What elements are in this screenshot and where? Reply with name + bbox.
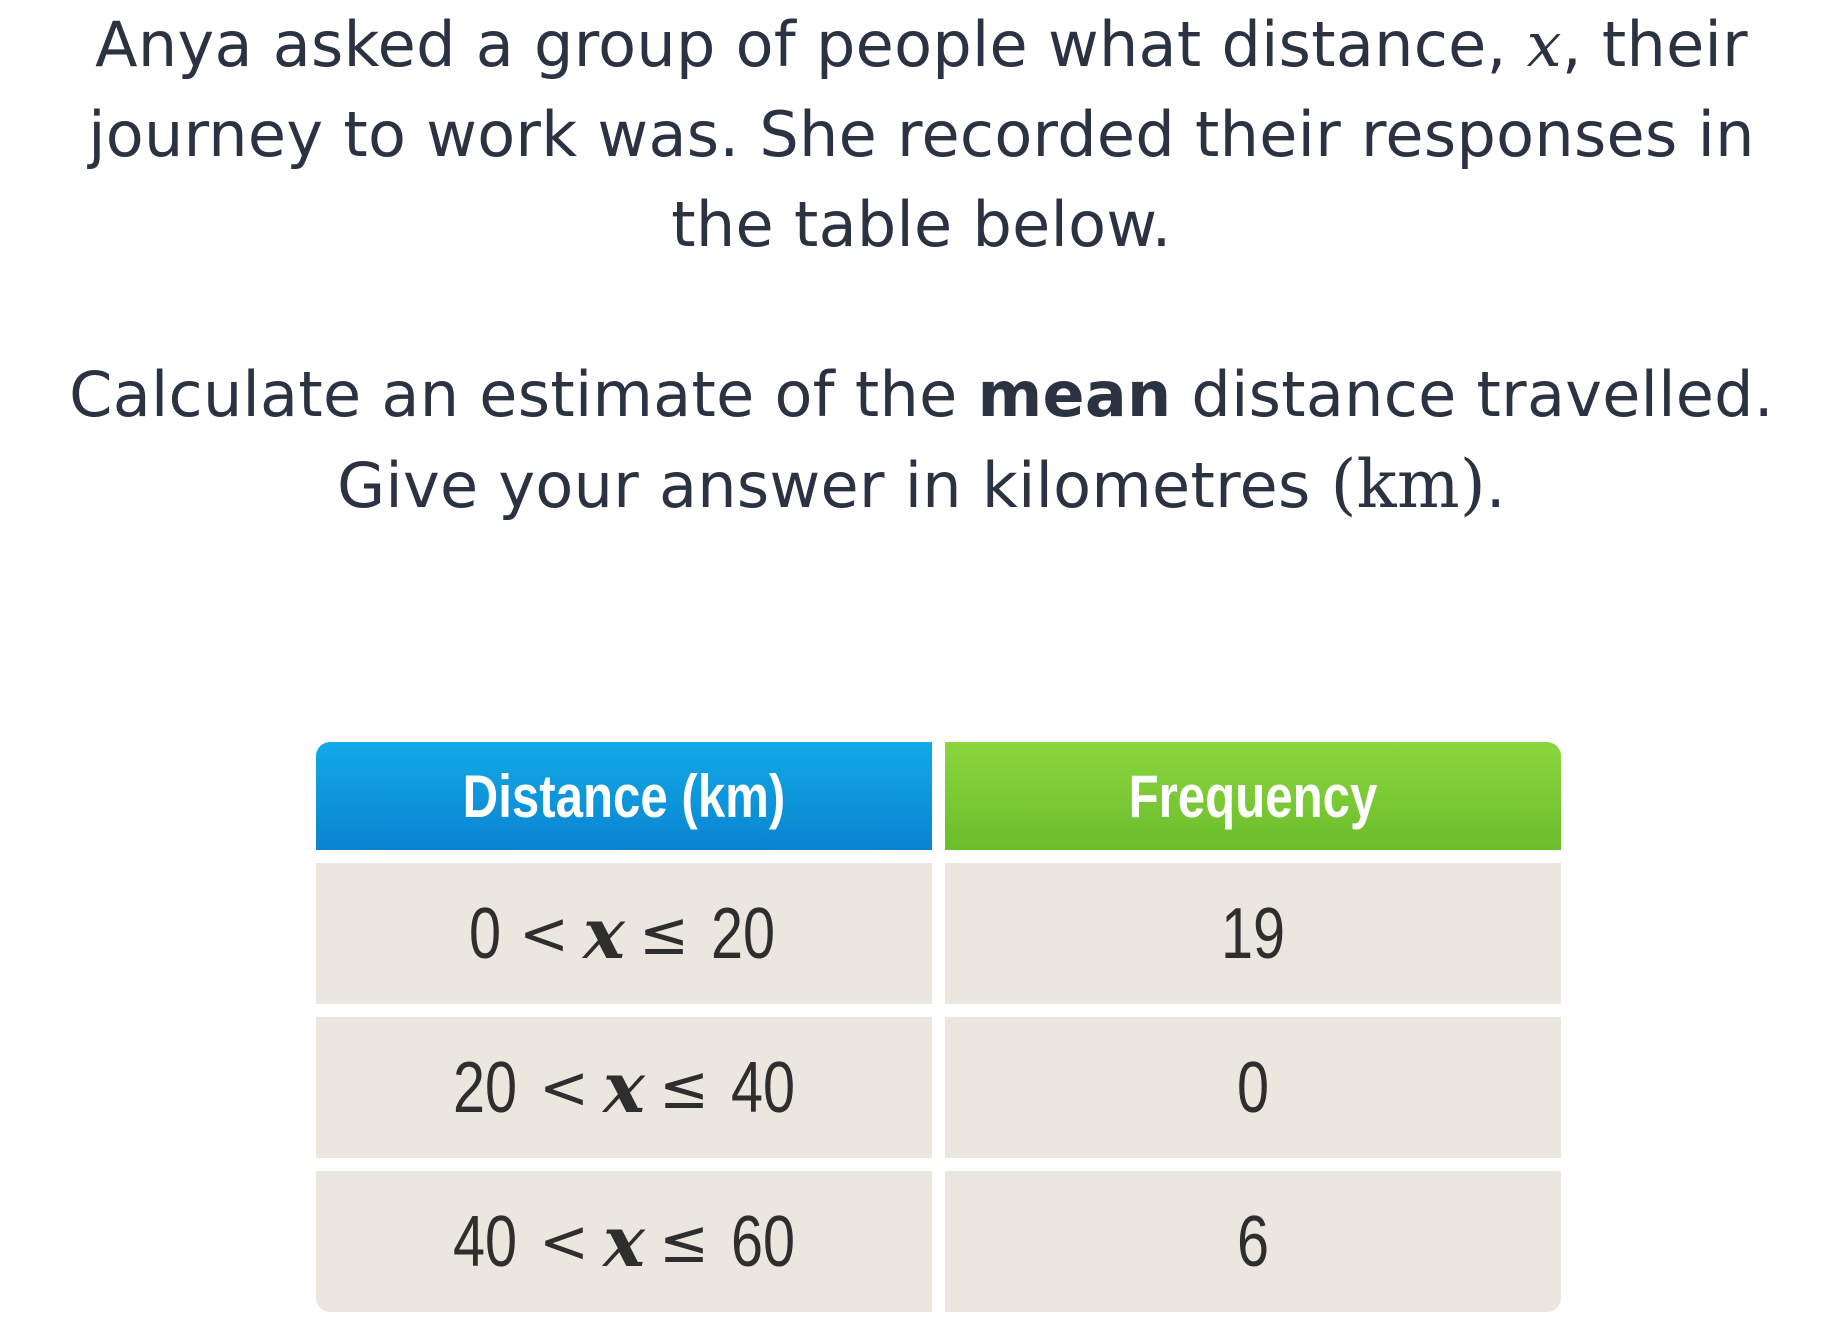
variable-x: x	[603, 1046, 645, 1129]
question-task	[40, 350, 1803, 531]
intro-text-a: Anya asked a group of people what distance,	[95, 8, 1527, 81]
answer-text-a: Give your answer in kilometres	[337, 449, 1331, 522]
frequency-table	[316, 742, 1562, 1312]
table-header-row	[316, 742, 1562, 850]
lower-bound: 0	[468, 893, 501, 974]
frequency-cell	[945, 1171, 1561, 1312]
table-row	[316, 1017, 1562, 1158]
question-intro	[40, 0, 1803, 270]
task-text-b: distance travelled.	[1171, 358, 1774, 431]
frequency-value: 0	[1236, 1047, 1270, 1128]
header-cell-frequency	[945, 742, 1561, 850]
distance-cell	[316, 1017, 932, 1158]
variable-x: x	[603, 1200, 645, 1283]
task-bold-word: mean	[977, 358, 1172, 431]
less-than-sign: <	[538, 1052, 590, 1123]
lower-bound: 40	[452, 1201, 517, 1282]
less-equal-sign: ≤	[638, 898, 690, 969]
header-frequency-label: Frequency	[1128, 762, 1378, 830]
table-row	[316, 863, 1562, 1004]
header-cell-distance	[316, 742, 932, 850]
upper-bound: 60	[731, 1201, 796, 1282]
frequency-value: 19	[1220, 893, 1286, 974]
less-equal-sign: ≤	[658, 1052, 710, 1123]
lower-bound: 20	[452, 1047, 517, 1128]
upper-bound: 20	[711, 893, 776, 974]
less-than-sign: <	[538, 1206, 590, 1277]
variable-x: x	[583, 892, 625, 975]
header-distance-label: Distance (km)	[462, 762, 786, 830]
upper-bound: 40	[731, 1047, 796, 1128]
answer-text-b: .	[1485, 449, 1506, 522]
intro-text-b: , their journey to work was. She recorded their responses in the table below.	[88, 8, 1755, 261]
frequency-cell	[945, 863, 1561, 1004]
frequency-value: 6	[1236, 1201, 1270, 1282]
less-than-sign: <	[518, 898, 570, 969]
task-text-a: Calculate an estimate of the	[69, 358, 978, 431]
less-equal-sign: ≤	[658, 1206, 710, 1277]
frequency-cell	[945, 1017, 1561, 1158]
variable-x: x	[1526, 8, 1562, 81]
table-row	[316, 1171, 1562, 1312]
answer-unit: (km)	[1330, 446, 1486, 523]
distance-cell	[316, 863, 932, 1004]
distance-cell	[316, 1171, 932, 1312]
